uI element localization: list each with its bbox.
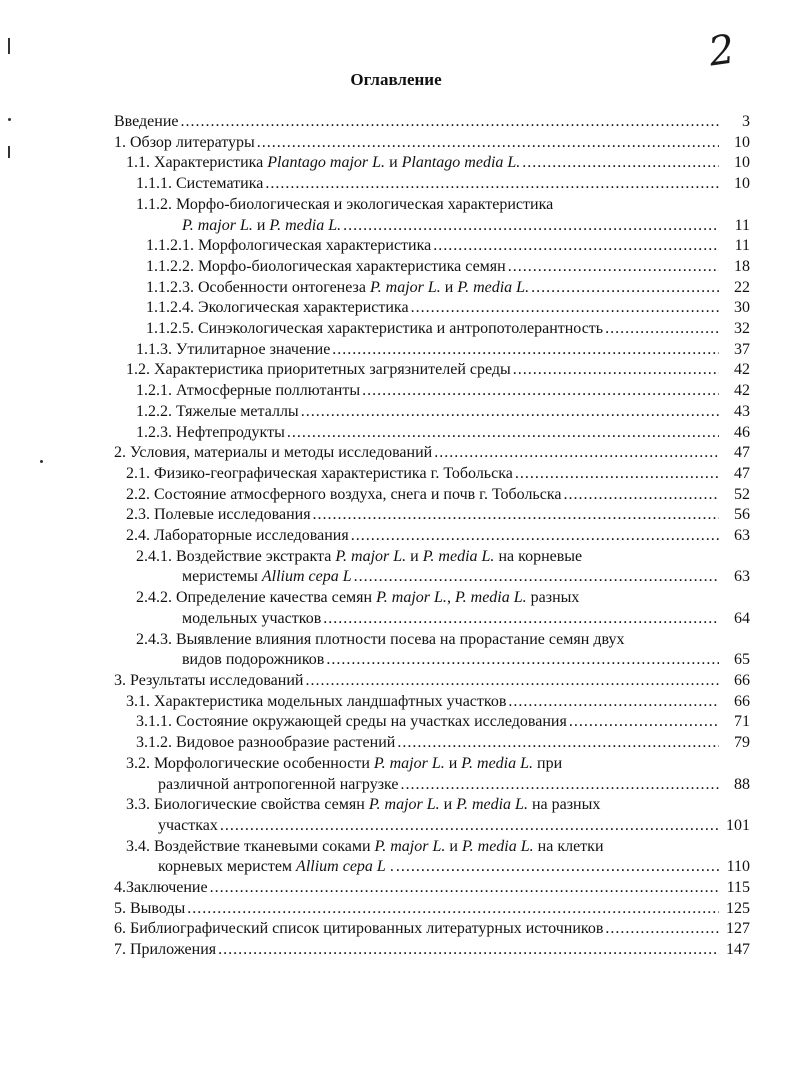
toc-entry-title: 6. Библиографический список цитированных литературных источников <box>114 920 604 938</box>
toc-entry-title: 1.1. Характеристика Plantago major L. и Plantago media L. <box>126 154 521 172</box>
toc-entry <box>114 485 750 506</box>
dot-leader <box>434 443 719 464</box>
toc-page-number: 147 <box>726 941 750 959</box>
toc-page-number: 10 <box>734 175 750 193</box>
toc-entry-title: 1.1.2.2. Морфо-биологическая характеристика семян <box>146 257 506 275</box>
toc-entry <box>114 381 750 402</box>
toc-entry <box>114 360 750 381</box>
toc-page-number: 37 <box>734 340 750 358</box>
toc-page-number: 3 <box>742 113 750 130</box>
dot-leader <box>401 775 719 796</box>
toc-entry-continuation: модельных участков <box>182 609 322 627</box>
dot-leader <box>187 899 719 920</box>
toc-page-number: 46 <box>734 423 750 441</box>
toc-entry <box>114 588 750 629</box>
dot-leader <box>265 174 719 195</box>
dot-leader <box>531 278 719 299</box>
dot-leader <box>313 505 719 526</box>
toc-entry-title: 3.1.2. Видовое разнообразие растений <box>136 734 396 752</box>
toc-entry <box>114 712 750 733</box>
toc-entry <box>114 630 750 671</box>
toc-entry-title: 2. Условия, материалы и методы исследований <box>114 444 433 462</box>
toc-entry-title: 3. Результаты исследований <box>114 671 304 689</box>
toc-page-number: 66 <box>734 692 750 710</box>
dot-leader <box>522 153 719 174</box>
toc-entry <box>114 319 750 340</box>
toc-entry <box>114 298 750 319</box>
toc-entry <box>114 464 750 485</box>
toc-entry-title: 1.1.2.1. Морфологическая характеристика <box>146 237 432 255</box>
dot-leader <box>515 464 719 485</box>
toc-page-number: 63 <box>734 568 750 586</box>
toc-entry <box>114 547 750 588</box>
toc-entry-title: 1.1.2.4. Экологическая характеристика <box>146 299 409 317</box>
toc-page-number: 66 <box>734 671 750 689</box>
toc-page-number: 88 <box>734 775 750 793</box>
toc-entry <box>114 919 750 940</box>
toc-entry-title: 2.4.3. Выявление влияния плотности посева на прорастание семян двух <box>136 630 625 648</box>
toc-entry <box>114 837 750 878</box>
toc-entry <box>114 402 750 423</box>
table-of-contents <box>114 112 750 961</box>
dot-leader <box>218 940 719 961</box>
toc-page-number: 127 <box>726 920 750 938</box>
dot-leader <box>396 857 719 878</box>
toc-page-number: 10 <box>734 154 750 172</box>
toc-entry <box>114 236 750 257</box>
dot-leader <box>411 298 719 319</box>
toc-entry <box>114 795 750 836</box>
toc-entry-continuation: P. major L. и P. media L. <box>182 216 342 234</box>
toc-entry <box>114 692 750 713</box>
dot-leader <box>210 878 719 899</box>
toc-entry-title: 2.3. Полевые исследования <box>126 506 311 524</box>
toc-entry <box>114 443 750 464</box>
toc-page-number: 125 <box>726 899 750 917</box>
dot-leader <box>563 485 719 506</box>
toc-page-number: 10 <box>734 133 750 151</box>
toc-page-number: 101 <box>726 816 750 834</box>
toc-entry-title: 2.2. Состояние атмосферного воздуха, снега и почв г. Тобольска <box>126 485 562 503</box>
toc-entry <box>114 505 750 526</box>
dot-leader <box>605 319 719 340</box>
toc-entry <box>114 878 750 899</box>
toc-entry-title: 1.1.2.5. Синэкологическая характеристика и антропотолерантность <box>146 320 604 338</box>
toc-entry-title: 4.Заключение <box>114 879 208 897</box>
toc-entry-title: 5. Выводы <box>114 899 186 917</box>
toc-page-number: 64 <box>734 609 750 627</box>
toc-page-number: 43 <box>734 402 750 420</box>
toc-page-number: 63 <box>734 527 750 545</box>
toc-entry-continuation: различной антропогенной нагрузке <box>158 775 399 793</box>
margin-dot <box>8 118 11 121</box>
toc-page-number: 42 <box>734 361 750 379</box>
dot-leader <box>332 340 719 361</box>
dot-leader <box>605 919 719 940</box>
toc-page-number: 11 <box>734 237 750 255</box>
dot-leader <box>301 402 719 423</box>
toc-page-number: 71 <box>734 713 750 731</box>
toc-entry <box>114 195 750 236</box>
dot-leader <box>326 650 719 671</box>
toc-page-number: 11 <box>734 216 750 234</box>
toc-entry <box>114 526 750 547</box>
page-title: Оглавление <box>350 70 442 89</box>
toc-page-number: 52 <box>734 485 750 503</box>
dot-leader <box>508 257 719 278</box>
toc-page-number: 18 <box>734 257 750 275</box>
toc-entry-title: 2.4. Лабораторные исследования <box>126 527 349 545</box>
dot-leader <box>257 133 719 154</box>
dot-leader <box>354 567 719 588</box>
toc-page-number: 32 <box>734 320 750 338</box>
toc-entry-title: 1.1.2.3. Особенности онтогенеза P. major L. и P. media L. <box>146 278 530 296</box>
toc-entry <box>114 112 750 133</box>
toc-entry-title: 7. Приложения <box>114 941 217 959</box>
toc-entry-title: 2.4.1. Воздействие экстракта P. major L. и P. media L. на корневые <box>136 547 583 565</box>
toc-entry-title: 3.1.1. Состояние окружающей среды на участках исследования <box>136 713 567 731</box>
toc-page-number: 47 <box>734 444 750 462</box>
toc-entry-title: 1.2. Характеристика приоритетных загрязнителей среды <box>126 361 511 379</box>
toc-entry <box>114 671 750 692</box>
toc-entry-title: 1.1.3. Утилитарное значение <box>136 340 331 358</box>
margin-mark <box>8 38 10 54</box>
toc-entry <box>114 754 750 795</box>
toc-entry-title: 2.1. Физико-географическая характеристика г. Тобольска <box>126 464 513 482</box>
toc-entry-continuation: участках <box>158 816 218 834</box>
toc-entry <box>114 174 750 195</box>
toc-page-number: 30 <box>734 299 750 317</box>
toc-entry-title: 3.4. Воздействие тканевыми соками P. major L. и P. media L. на клетки <box>126 837 604 855</box>
toc-page-number: 47 <box>734 464 750 482</box>
toc-entry-title: 3.3. Биологические свойства семян P. major L. и P. media L. на разных <box>126 796 601 814</box>
toc-page-number: 115 <box>726 879 750 897</box>
toc-entry <box>114 423 750 444</box>
toc-entry-title: 3.2. Морфологические особенности P. major L. и P. media L. при <box>126 754 563 772</box>
dot-leader <box>433 236 719 257</box>
margin-dot <box>40 460 43 463</box>
toc-entry-title: 2.4.2. Определение качества семян P. major L., P. media L. разных <box>136 589 580 607</box>
toc-entry <box>114 340 750 361</box>
toc-entry <box>114 278 750 299</box>
toc-entry-title: 1.2.1. Атмосферные поллютанты <box>136 382 361 400</box>
toc-entry-continuation: корневых меристем Allium cepa L . <box>158 858 394 876</box>
toc-entry-continuation: видов подорожников <box>182 651 325 669</box>
toc-page-number: 110 <box>726 858 750 876</box>
toc-page-number: 56 <box>734 506 750 524</box>
dot-leader <box>343 216 719 237</box>
toc-entry-title: 1.1.2. Морфо-биологическая и экологическая характеристика <box>136 195 554 213</box>
toc-entry <box>114 257 750 278</box>
margin-mark <box>8 146 10 158</box>
toc-entry-title: Введение <box>114 113 179 130</box>
dot-leader <box>323 609 719 630</box>
toc-entry-continuation: меристемы Allium cepa L <box>182 568 352 586</box>
dot-leader <box>305 671 719 692</box>
dot-leader <box>362 381 719 402</box>
toc-entry-title: 1. Обзор литературы <box>114 133 255 151</box>
toc-entry <box>114 733 750 754</box>
toc-page-number: 65 <box>734 651 750 669</box>
dot-leader <box>513 360 719 381</box>
dot-leader <box>569 712 719 733</box>
toc-entry-title: 3.1. Характеристика модельных ландшафтных участков <box>126 692 507 710</box>
toc-entry-title: 1.2.2. Тяжелые металлы <box>136 402 299 420</box>
dot-leader <box>287 423 719 444</box>
toc-entry <box>114 153 750 174</box>
handwritten-page-number: 2 <box>705 26 738 76</box>
toc-entry <box>114 133 750 154</box>
toc-entry-title: 1.2.3. Нефтепродукты <box>136 423 285 441</box>
toc-entry <box>114 940 750 961</box>
dot-leader <box>181 112 720 133</box>
toc-page-number: 42 <box>734 382 750 400</box>
dot-leader <box>397 733 719 754</box>
toc-page-number: 79 <box>734 734 750 752</box>
dot-leader <box>508 692 719 713</box>
toc-entry-title: 1.1.1. Систематика <box>136 175 264 193</box>
dot-leader <box>220 816 719 837</box>
dot-leader <box>351 526 719 547</box>
toc-page-number: 22 <box>734 278 750 296</box>
toc-entry <box>114 899 750 920</box>
